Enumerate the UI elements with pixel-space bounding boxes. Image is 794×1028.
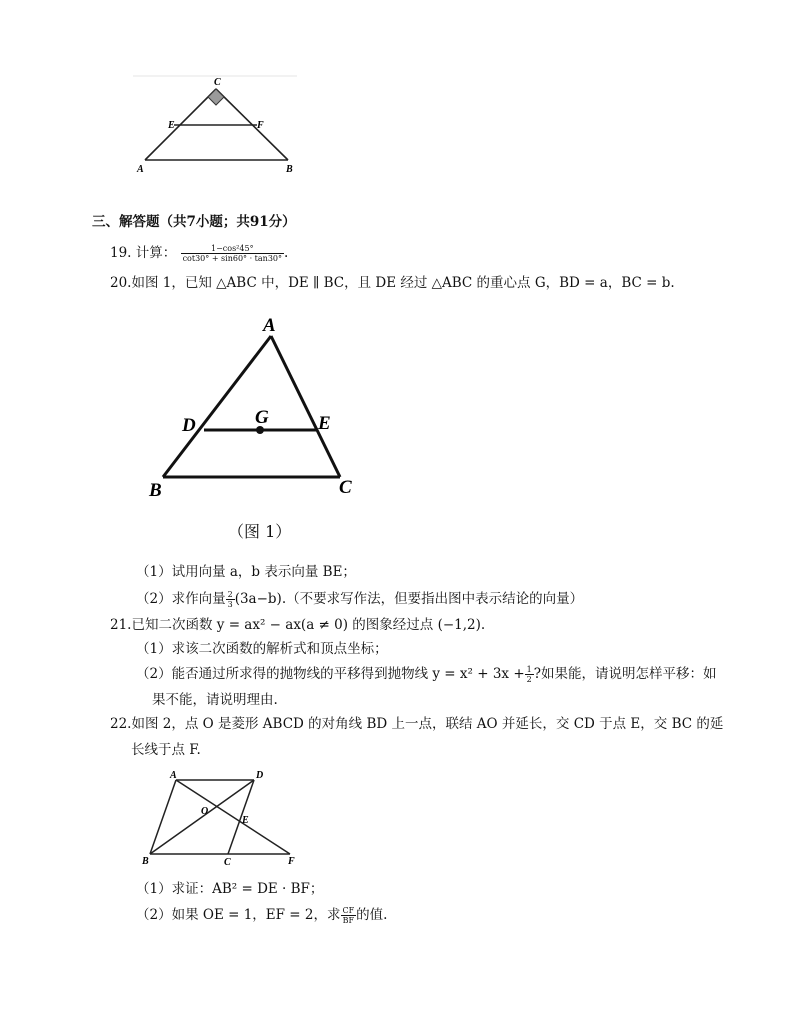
q20-part2-expression: (3a−b) [234, 591, 282, 607]
q21-part2-fraction-numerator: 1 [526, 665, 532, 674]
q22-part2-prefix: （2）如果 OE = 1，EF = 2，求 [136, 907, 341, 923]
q22-part2-fraction-numerator: CF [342, 906, 355, 915]
q21-part2-line1 [136, 665, 716, 684]
label-a: A [170, 770, 177, 781]
label-b: B [286, 164, 293, 175]
question-20-stem [110, 274, 675, 292]
question-21-stem [110, 616, 485, 634]
q19-fraction-denominator: cot30° + sin60° · tan30° [182, 254, 282, 263]
q21-number: 21. [110, 617, 132, 633]
q20-stem-text: 如图 1，已知 △ABC 中，DE ∥ BC，且 DE 经过 △ABC 的重心点 G，BD = a，BC = b. [131, 275, 675, 291]
q22-part2-fraction [341, 906, 357, 925]
label-a: A [263, 315, 276, 336]
question-22-stem-line2: 长线于点 F. [131, 742, 201, 758]
label-o: O [201, 806, 209, 817]
q22-stem-line1-text: 如图 2，点 O 是菱形 ABCD 的对角线 BD 上一点，联结 AO 并延长，交 CD 于点 E，交 BC 的延 [131, 716, 724, 732]
q22-part2-suffix: 的值. [356, 907, 388, 923]
q21-part1: （1）求该二次函数的解析式和顶点坐标； [136, 641, 388, 657]
diagonal-bd [150, 780, 254, 854]
q19-fraction-numerator: 1−cos²45° [181, 244, 284, 254]
section-heading: 三、解答题（共7小题；共91分） [92, 214, 296, 230]
q20-part1: （1）试用向量 a，b 表示向量 BE； [136, 564, 356, 580]
q20-part2-fraction [226, 590, 235, 609]
label-f: F [257, 120, 264, 131]
q20-part2-prefix: （2）求作向量 [136, 591, 226, 607]
figure-2-rhombus [138, 768, 308, 872]
question-22-stem-line1 [110, 715, 723, 733]
right-angle-mark [208, 89, 224, 105]
q22-part2 [136, 906, 387, 925]
label-e: E [168, 120, 175, 131]
label-d: D [256, 770, 264, 781]
segment-ab [150, 780, 176, 854]
segment-ac [271, 336, 340, 477]
q20-number: 20. [110, 275, 132, 291]
q20-part2-suffix: .（不要求写作法，但要指出图中表示结论的向量） [281, 591, 584, 607]
question-19 [110, 244, 288, 263]
label-c: C [214, 77, 221, 88]
label-c: C [339, 477, 352, 498]
segment-af [176, 780, 290, 854]
label-d: D [182, 415, 196, 436]
label-c: C [224, 857, 231, 868]
q19-suffix: . [284, 245, 289, 261]
q20-part2-fraction-denominator: 3 [227, 600, 233, 609]
q21-part2-line2: 果不能，请说明理由. [152, 692, 278, 708]
q19-prefix: 计算： [135, 245, 177, 261]
figure-triangle-right-angle [130, 72, 300, 180]
q22-part1: （1）求证：AB² = DE · BF； [136, 881, 324, 897]
label-e: E [318, 413, 331, 434]
label-b: B [149, 480, 162, 500]
q21-part2-suffix: ?如果能，请说明怎样平移：如 [533, 666, 717, 682]
label-b: B [142, 856, 149, 867]
q21-part2-fraction [525, 665, 534, 684]
q21-part2-fraction-denominator: 2 [526, 675, 532, 684]
q20-part2 [136, 590, 583, 609]
figure-1-triangle-centroid [140, 310, 370, 500]
q19-fraction [181, 244, 284, 263]
figure-1-caption: （图 1） [228, 522, 292, 541]
q22-number: 22. [110, 716, 132, 732]
q20-part2-fraction-numerator: 2 [227, 590, 233, 599]
label-e: E [242, 815, 249, 826]
q22-part2-fraction-denominator: BF [342, 916, 355, 925]
label-f: F [288, 856, 295, 867]
q21-stem-text: 已知二次函数 y = ax² − ax(a ≠ 0) 的图象经过点 (−1,2). [131, 617, 486, 633]
label-a: A [137, 164, 144, 175]
label-g: G [255, 407, 269, 428]
q21-part2-prefix: （2）能否通过所求得的抛物线的平移得到抛物线 y = x² + 3x + [136, 666, 525, 682]
q19-number: 19. [110, 245, 132, 261]
